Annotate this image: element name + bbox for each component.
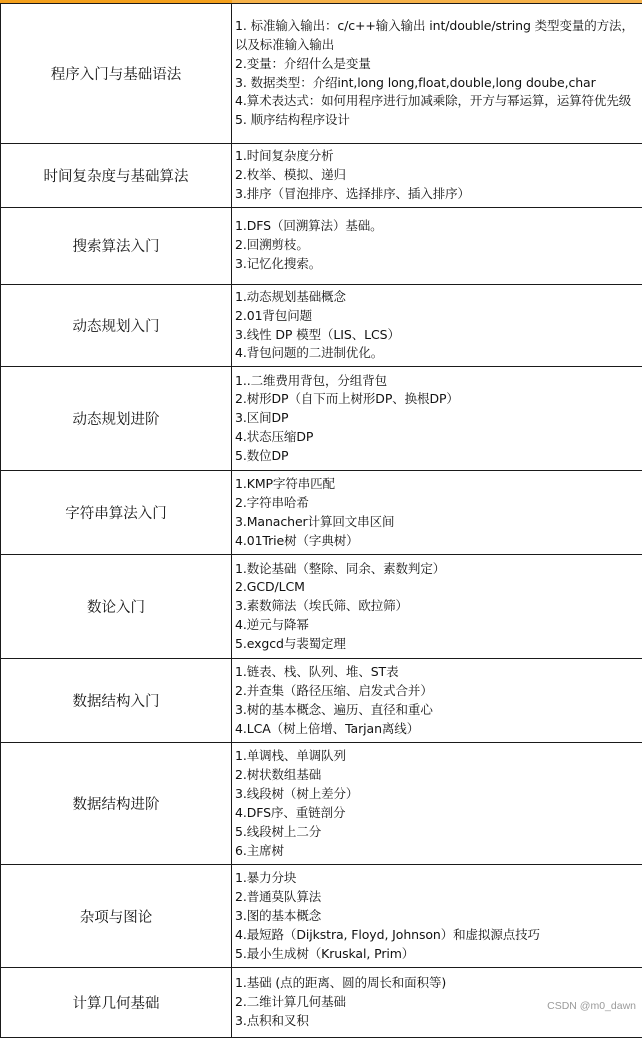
content-cell (232, 207, 642, 284)
content-cell (232, 4, 642, 144)
content-line: 4.最短路（Dijkstra, Floyd, Johnson）和虚拟源点技巧 (235, 926, 642, 945)
content-line: 1.单调栈、单调队列 (235, 747, 642, 766)
curriculum-table (0, 3, 642, 1038)
content-line: 4.DFS序、重链剖分 (235, 804, 642, 823)
content-line: 2.变量：介绍什么是变量 (235, 55, 642, 74)
topic-cell: 动态规划入门 (1, 284, 232, 367)
content-line: 2.回溯剪枝。 (235, 236, 642, 255)
content-cell (232, 659, 642, 743)
table-row (1, 865, 642, 968)
content-line: 1.时间复杂度分析 (235, 147, 642, 166)
content-cell (232, 743, 642, 865)
content-line: 1.动态规划基础概念 (235, 288, 642, 307)
content-line: 4.背包问题的二进制优化。 (235, 344, 642, 363)
topic-cell: 程序入门与基础语法 (1, 4, 232, 144)
content-line: 1.KMP字符串匹配 (235, 475, 642, 494)
content-line: 3.图的基本概念 (235, 907, 642, 926)
content-line: 5. 顺序结构程序设计 (235, 111, 642, 130)
content-cell (232, 367, 642, 471)
topic-cell: 动态规划进阶 (1, 367, 232, 471)
content-cell (232, 284, 642, 367)
content-line: 3. 数据类型：介绍int,long long,float,double,long doube,char (235, 74, 642, 93)
curriculum-table-body (1, 4, 642, 1038)
content-line: 3.线段树（树上差分） (235, 785, 642, 804)
content-line: 1. 标准输入输出：c/c++输入输出 int/double/string 类型变量的方法，以及标准输入输出 (235, 17, 642, 55)
content-line: 4.状态压缩DP (235, 428, 642, 447)
content-line: 2.字符串哈希 (235, 494, 642, 513)
topic-cell: 搜索算法入门 (1, 207, 232, 284)
content-line: 4.算术表达式：如何用程序进行加减乘除，开方与幂运算，运算符优先级 (235, 92, 642, 111)
content-line: 1.数论基础（整除、同余、素数判定） (235, 560, 642, 579)
content-line: 2.01背包问题 (235, 307, 642, 326)
table-row (1, 743, 642, 865)
content-line: 2.并查集（路径压缩、启发式合并） (235, 682, 642, 701)
watermark: CSDN @m0_dawn (547, 1000, 636, 1012)
content-line: 4.LCA（树上倍增、Tarjan离线） (235, 720, 642, 739)
content-line: 5.线段树上二分 (235, 823, 642, 842)
topic-cell: 计算几何基础 (1, 968, 232, 1038)
content-line: 3.树的基本概念、遍历、直径和重心 (235, 701, 642, 720)
content-line: 2.普通莫队算法 (235, 888, 642, 907)
content-line: 3.线性 DP 模型（LIS、LCS） (235, 326, 642, 345)
content-line: 3.点积和叉积 (235, 1012, 642, 1031)
table-row (1, 207, 642, 284)
table-row (1, 659, 642, 743)
content-line: 4.01Trie树（字典树） (235, 532, 642, 551)
topic-cell: 数据结构进阶 (1, 743, 232, 865)
content-line: 4.逆元与降幂 (235, 616, 642, 635)
content-cell (232, 144, 642, 208)
topic-cell: 时间复杂度与基础算法 (1, 144, 232, 208)
content-line: 1..二维费用背包，分组背包 (235, 372, 642, 391)
content-line: 1.DFS（回溯算法）基础。 (235, 217, 642, 236)
content-line: 3.区间DP (235, 409, 642, 428)
content-line: 5.exgcd与裴蜀定理 (235, 635, 642, 654)
table-row (1, 968, 642, 1038)
content-line: 2.GCD/LCM (235, 578, 642, 597)
content-line: 1.链表、栈、队列、堆、ST表 (235, 663, 642, 682)
content-cell (232, 865, 642, 968)
content-line: 1.基础 (点的距离、圆的周长和面积等) (235, 974, 642, 993)
table-row (1, 144, 642, 208)
content-line: 3.Manacher计算回文串区间 (235, 513, 642, 532)
content-line: 2.枚举、模拟、递归 (235, 166, 642, 185)
table-row (1, 4, 642, 144)
table-row (1, 367, 642, 471)
table-row (1, 471, 642, 555)
content-line: 2.树状数组基础 (235, 766, 642, 785)
content-line: 2.树形DP（自下而上树形DP、换根DP） (235, 390, 642, 409)
content-line: 3.记忆化搜索。 (235, 255, 642, 274)
content-line: 3.素数筛法（埃氏筛、欧拉筛） (235, 597, 642, 616)
content-line: 1.暴力分块 (235, 869, 642, 888)
topic-cell: 杂项与图论 (1, 865, 232, 968)
topic-cell: 数论入门 (1, 555, 232, 659)
content-cell (232, 471, 642, 555)
table-row (1, 555, 642, 659)
topic-cell: 字符串算法入门 (1, 471, 232, 555)
content-line: 3.排序（冒泡排序、选择排序、插入排序） (235, 185, 642, 204)
content-line: 5.数位DP (235, 447, 642, 466)
content-line: 2.二维计算几何基础 (235, 993, 642, 1012)
table-row (1, 284, 642, 367)
topic-cell: 数据结构入门 (1, 659, 232, 743)
content-line: 6.主席树 (235, 842, 642, 861)
content-line: 5.最小生成树（Kruskal, Prim） (235, 945, 642, 964)
content-cell (232, 555, 642, 659)
